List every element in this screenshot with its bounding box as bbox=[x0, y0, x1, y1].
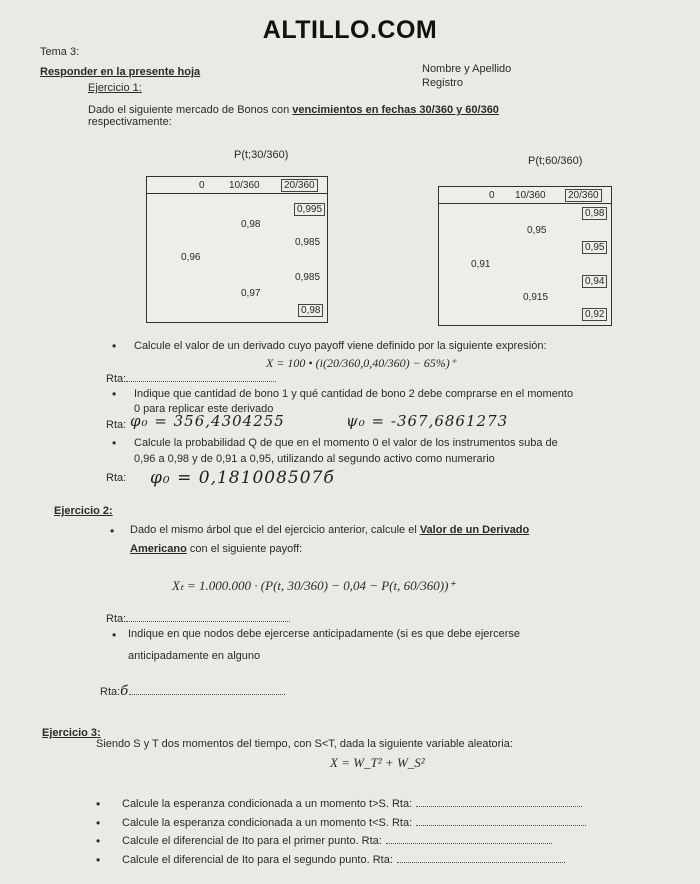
registro-label: Registro bbox=[422, 77, 463, 89]
ej2-q2-cont: anticipadamente en alguno bbox=[128, 650, 261, 662]
responder-heading: Responder en la presente hoja bbox=[40, 66, 201, 78]
ej1-q1-answer bbox=[106, 372, 276, 385]
ej1-q3-rta: Rta: bbox=[106, 472, 127, 484]
ej2-q1-americano: Americano bbox=[130, 543, 187, 555]
tree2-node: 0,94 bbox=[582, 275, 607, 288]
tree1-col-1: 10/360 bbox=[229, 180, 260, 191]
ej2-q1-cont bbox=[130, 543, 302, 555]
tema-label: Tema 3: bbox=[40, 46, 80, 58]
answer-line bbox=[386, 834, 552, 844]
ej3-title: Ejercicio 3: bbox=[42, 727, 101, 739]
ej2-q2-answer bbox=[100, 684, 285, 699]
answer-line bbox=[126, 372, 276, 382]
bullet: • bbox=[96, 834, 101, 848]
ej3-item-text: Calcule la esperanza condicionada a un momento t<S. Rta: bbox=[122, 817, 413, 829]
bullet: • bbox=[112, 339, 117, 353]
ej2-q1-answer bbox=[106, 612, 290, 625]
ej1-q2-rta: Rta: bbox=[106, 419, 127, 431]
ej2-formula: Xₜ = 1.000.000 · (P(t, 30/360) − 0,04 − P(t, 60/360))⁺ bbox=[172, 578, 456, 593]
ej1-q1-formula: X = 100 • (i(20/360,0,40/360) − 65%)⁺ bbox=[266, 356, 457, 370]
bullet: • bbox=[110, 524, 115, 538]
tree2-node: 0,95 bbox=[527, 225, 547, 236]
ej2-q1-cont-text: con el siguiente payoff: bbox=[186, 543, 303, 555]
tree2-col-0: 0 bbox=[489, 190, 495, 201]
tree1-node: 0,98 bbox=[298, 304, 323, 317]
ej1-q2-handwritten-1: φ₀ = 356,4304255 bbox=[130, 412, 285, 430]
tree1-col-2: 20/360 bbox=[281, 179, 318, 192]
ej1-q2-handwritten-2: ψ₀ = -367,6861273 bbox=[346, 412, 509, 430]
tree2-node: 0,98 bbox=[582, 207, 607, 220]
tree1-node: 0,98 bbox=[241, 219, 261, 230]
tree2-node: 0,91 bbox=[471, 259, 491, 270]
ej1-q3-handwritten: φ₀ = 0,181008507б bbox=[150, 468, 335, 488]
tree1-node: 0,97 bbox=[241, 288, 261, 299]
tree2-node: 0,915 bbox=[523, 292, 549, 303]
answer-line bbox=[416, 797, 582, 807]
nombre-label: Nombre y Apellido bbox=[422, 63, 512, 75]
ej1-intro-underlined: vencimientos en fechas 30/360 y 60/360 bbox=[292, 104, 499, 116]
ej1-intro bbox=[88, 104, 499, 116]
ej1-intro-text: Dado el siguiente mercado de Bonos con bbox=[88, 104, 293, 116]
bullet: • bbox=[112, 387, 117, 401]
answer-line bbox=[416, 816, 586, 826]
tree1-node: 0,985 bbox=[295, 237, 321, 248]
tree2-table bbox=[438, 186, 612, 326]
answer-line bbox=[129, 685, 285, 695]
tree2-title: P(t;60/360) bbox=[528, 155, 583, 167]
ej3-formula: X = W_T² + W_S² bbox=[330, 755, 425, 770]
tree1-col-0: 0 bbox=[199, 180, 205, 191]
tree2-node: 0,92 bbox=[582, 308, 607, 321]
bullet: • bbox=[96, 853, 101, 867]
tree2-col-1: 10/360 bbox=[515, 190, 546, 201]
tree2-node: 0,95 bbox=[582, 241, 607, 254]
ej3-item-text: Calcule el diferencial de Ito para el segundo punto. Rta: bbox=[122, 854, 393, 866]
tree1-title: P(t;30/360) bbox=[234, 149, 289, 161]
bullet: • bbox=[112, 628, 117, 642]
ej2-title: Ejercicio 2: bbox=[54, 505, 113, 517]
ej1-title: Ejercicio 1: bbox=[88, 82, 142, 94]
ej2-q1-text: Dado el mismo árbol que el del ejercicio anterior, calcule el bbox=[130, 524, 420, 536]
tree1-node: 0,96 bbox=[181, 252, 201, 263]
answer-line bbox=[126, 612, 290, 622]
ej3-item-text: Calcule la esperanza condicionada a un momento t>S. Rta: bbox=[122, 798, 413, 810]
ej2-q1-underlined: Valor de un Derivado bbox=[419, 524, 530, 536]
ej2-q1 bbox=[130, 524, 529, 536]
ej1-intro-cont: respectivamente: bbox=[88, 116, 172, 128]
ej2-q2: Indique en que nodos debe ejercerse anticipadamente (si es que debe ejercerse bbox=[128, 628, 520, 640]
ej3-intro: Siendo S y T dos momentos del tiempo, con S<T, dada la siguiente variable aleatoria: bbox=[96, 738, 513, 750]
ej1-q2: Indique que cantidad de bono 1 y qué cantidad de bono 2 debe comprarse en el momento bbox=[134, 388, 574, 400]
tree1-node: 0,995 bbox=[294, 203, 325, 216]
ej1-q2-cont: 0 para replicar este derivado bbox=[134, 403, 274, 415]
bullet: • bbox=[96, 816, 101, 830]
bullet: • bbox=[112, 436, 117, 450]
ej3-item-text: Calcule el diferencial de Ito para el primer punto. Rta: bbox=[122, 835, 382, 847]
ej1-q3-cont: 0,96 a 0,98 y de 0,91 a 0,95, utilizando al segundo activo como numerario bbox=[134, 453, 495, 465]
ej3-item bbox=[122, 853, 565, 866]
ej1-q1: Calcule el valor de un derivado cuyo payoff viene definido por la siguiente expresión: bbox=[134, 340, 547, 352]
rta-label: Rta: bbox=[106, 373, 127, 385]
site-brand: ALTILLO.COM bbox=[262, 16, 438, 44]
bullet: • bbox=[96, 797, 101, 811]
tree2-col-2: 20/360 bbox=[565, 189, 602, 202]
ej3-item bbox=[122, 816, 586, 829]
answer-line bbox=[397, 853, 565, 863]
tree1-node: 0,985 bbox=[295, 272, 321, 283]
ej2-q2-handmark: б bbox=[120, 684, 130, 699]
rta-label: Rta: bbox=[100, 686, 121, 698]
ej1-q3: Calcule la probabilidad Q de que en el momento 0 el valor de los instrumentos suba de bbox=[134, 437, 558, 449]
rta-label: Rta: bbox=[106, 613, 127, 625]
tree1-table bbox=[146, 176, 328, 323]
ej3-item bbox=[122, 834, 552, 847]
ej3-item bbox=[122, 797, 582, 810]
